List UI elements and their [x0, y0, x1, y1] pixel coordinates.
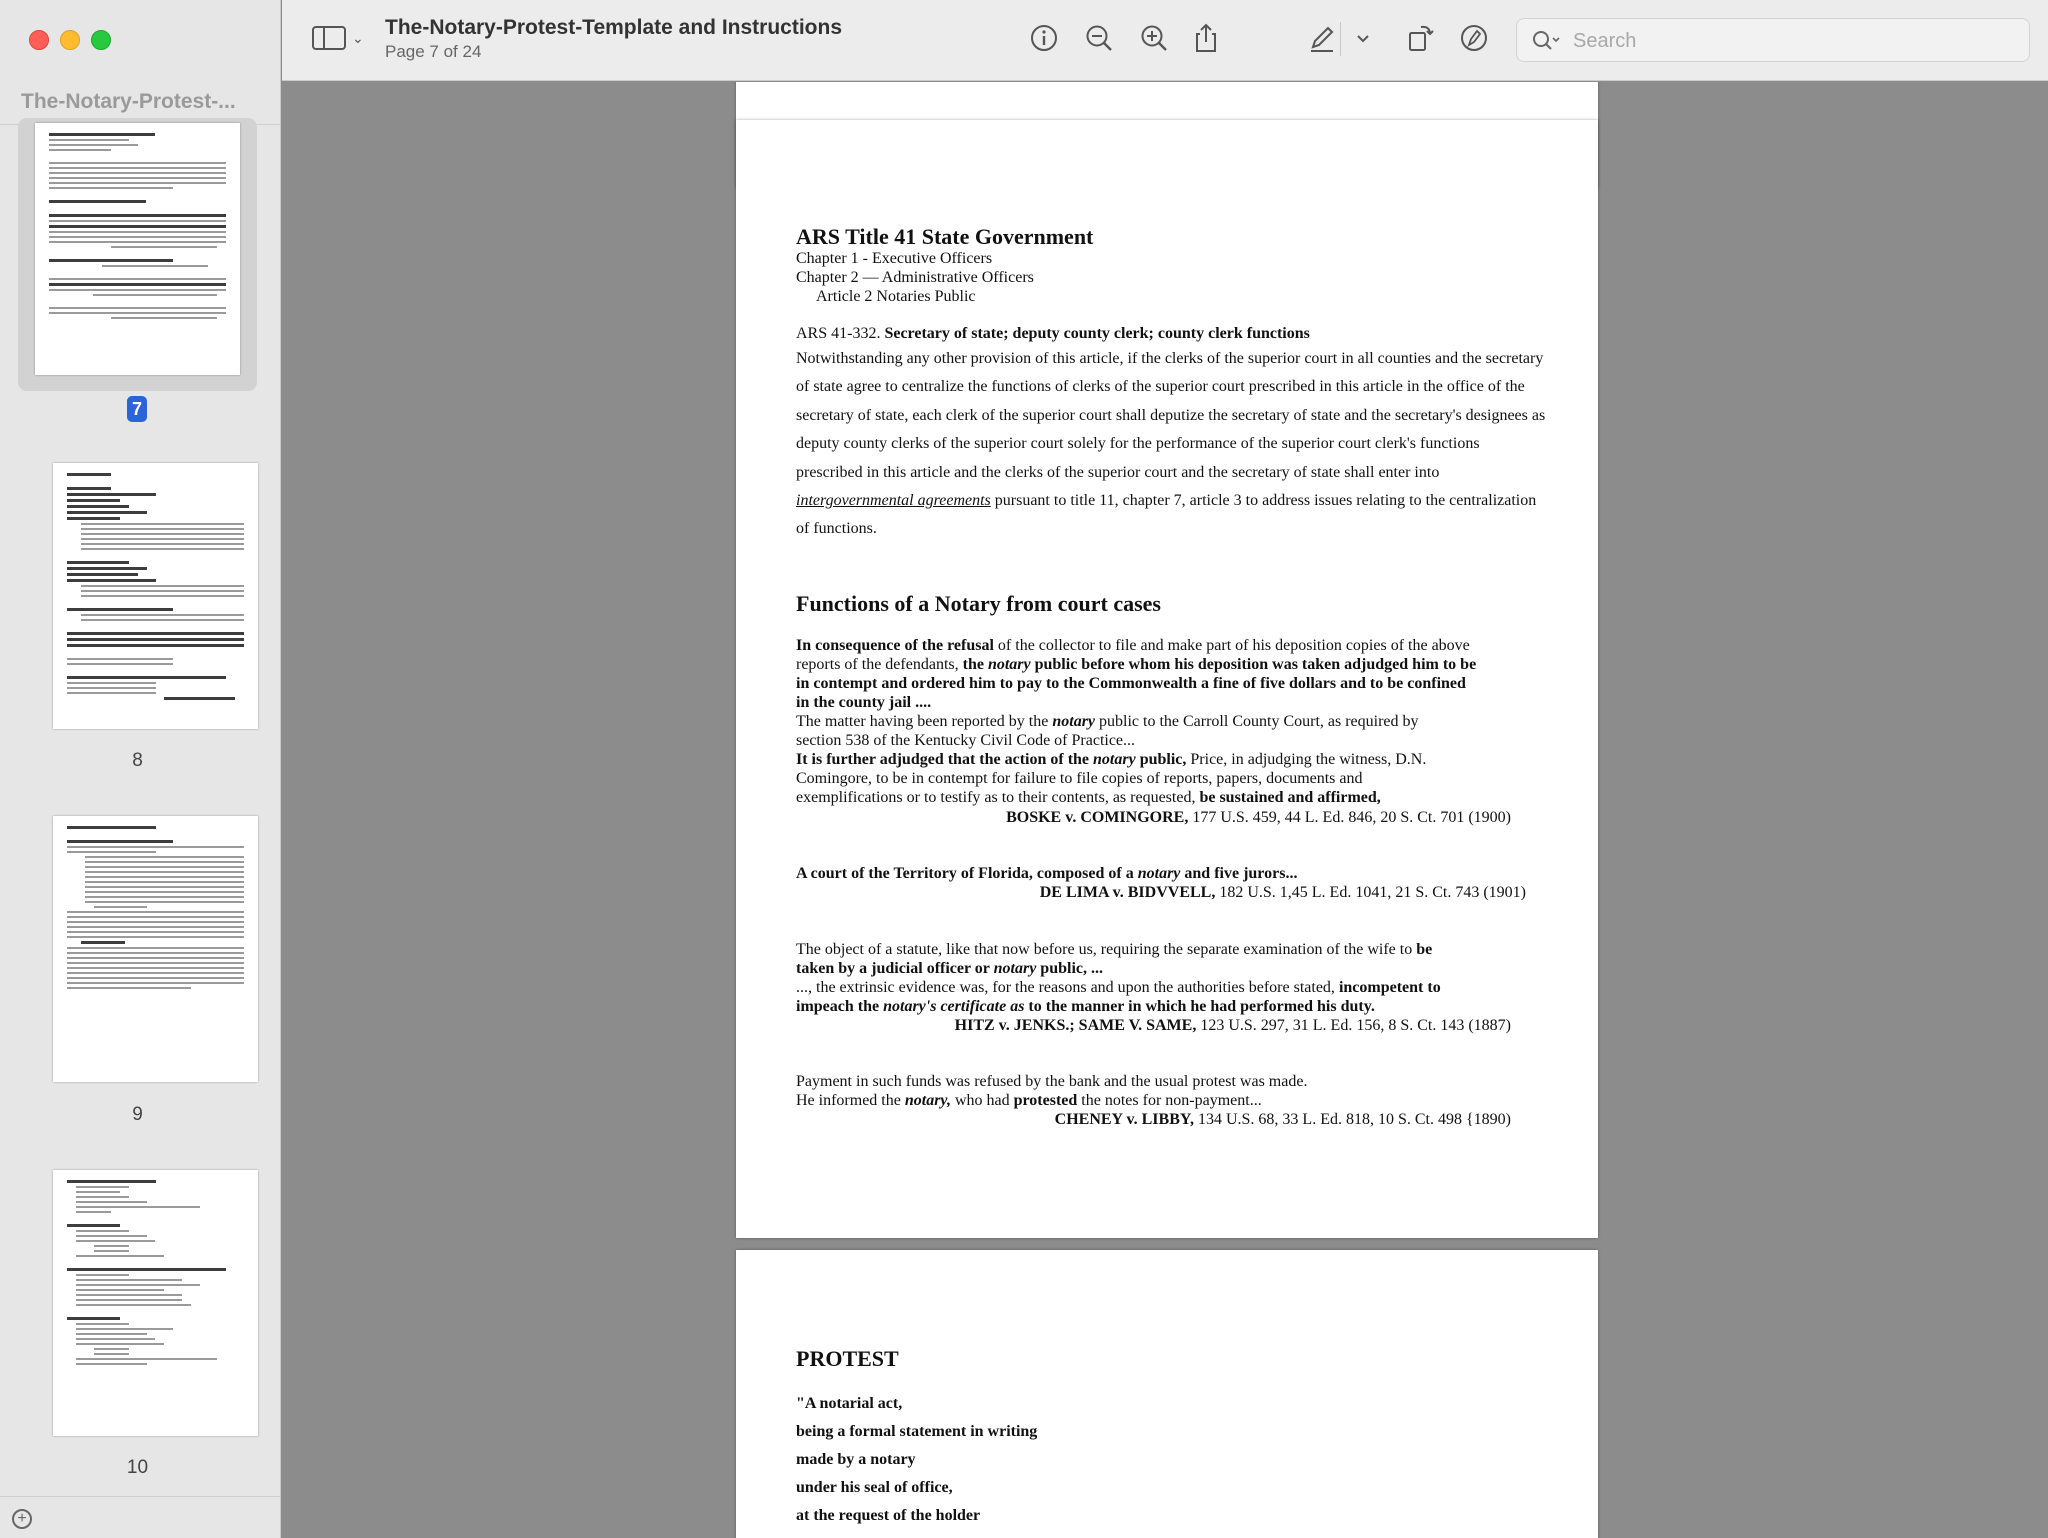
minimize-window-button[interactable] — [60, 30, 80, 50]
protest-line: at the request of the holder — [796, 1507, 981, 1524]
annotate-icon[interactable] — [1458, 22, 1490, 54]
case-citation: CHENEY v. LIBBY, 134 U.S. 68, 33 L. Ed. 818, 10 S. Ct. 498 {1890) — [1054, 1111, 1511, 1128]
pdf-page-8 — [736, 1250, 1598, 1538]
thumbnail-image — [53, 816, 258, 1082]
case-text: exemplifications or to testify as to their contents, as requested, be sustained and affirmed, — [796, 789, 1381, 806]
thumbnail-page-8[interactable] — [18, 463, 257, 729]
chevron-down-icon[interactable]: ⌄ — [352, 30, 364, 46]
chevron-down-icon[interactable] — [1352, 22, 1374, 54]
pdf-page-7 — [736, 120, 1598, 1238]
case-text: A court of the Territory of Florida, composed of a notary and five jurors... — [796, 865, 1298, 882]
page-heading: ARS Title 41 State Government — [796, 224, 1094, 249]
info-icon[interactable] — [1028, 22, 1060, 54]
document-viewer[interactable] — [282, 82, 2048, 1538]
section-heading: Functions of a Notary from court cases — [796, 591, 1161, 616]
chapter-line: Chapter 1 - Executive Officers — [796, 250, 993, 267]
thumbnail-page-10[interactable] — [18, 1170, 257, 1436]
case-text: ..., the extrinsic evidence was, for the reasons and upon the authorities before stated, incompetent to — [796, 979, 1441, 996]
protest-line: made by a notary — [796, 1451, 916, 1468]
protest-line: being a formal statement in writing — [796, 1423, 1038, 1440]
search-input[interactable] — [1573, 27, 2013, 55]
thumbnail-image — [35, 123, 240, 375]
case-text: Comingore, to be in contempt for failure to file copies of reports, papers, documents and — [796, 770, 1363, 787]
case-text: reports of the defendants, the notary public before whom his deposition was taken adjudged him to be — [796, 656, 1477, 673]
search-field[interactable] — [1516, 18, 2030, 62]
case-text: The matter having been reported by the notary public to the Carroll County Court, as required by — [796, 713, 1419, 730]
thumbnail-page-number: 9 — [132, 1104, 143, 1125]
zoom-out-icon[interactable] — [1083, 22, 1115, 54]
case-citation: BOSKE v. COMINGORE, 177 U.S. 459, 44 L. Ed. 846, 20 S. Ct. 701 (1900) — [1006, 809, 1511, 826]
thumbnail-page-number: 10 — [126, 1457, 149, 1478]
thumbnail-page-number-selected: 7 — [127, 396, 147, 422]
statute-heading: ARS 41-332. Secretary of state; deputy county clerk; county clerk functions — [796, 325, 1310, 342]
sidebar-divider — [0, 1496, 281, 1497]
share-icon[interactable] — [1190, 22, 1222, 54]
sidebar — [0, 0, 281, 1538]
article-line: Article 2 Notaries Public — [816, 288, 976, 305]
case-citation: HITZ v. JENKS.; SAME V. SAME, 123 U.S. 297, 31 L. Ed. 156, 8 S. Ct. 143 (1887) — [954, 1017, 1511, 1034]
maximize-window-button[interactable] — [91, 30, 111, 50]
protest-line: "A notarial act, — [796, 1395, 903, 1412]
case-text: section 538 of the Kentucky Civil Code of Practice... — [796, 732, 1136, 749]
zoom-in-icon[interactable] — [1138, 22, 1170, 54]
protest-line: under his seal of office, — [796, 1479, 953, 1496]
case-text: In consequence of the refusal of the collector to file and make part of his deposition copies of the above — [796, 637, 1470, 654]
chapter-line: Chapter 2 — Administrative Officers — [796, 269, 1034, 286]
close-window-button[interactable] — [29, 30, 49, 50]
thumbnail-image — [53, 1170, 258, 1436]
toolbar — [282, 0, 2048, 81]
case-text: He informed the notary, who had protested the notes for non-payment... — [796, 1092, 1262, 1109]
thumbnail-image — [53, 463, 258, 729]
toolbar-separator — [1340, 22, 1341, 56]
case-text: It is further adjudged that the action of the notary public, Price, in adjudging the witness, D.N. — [796, 751, 1427, 768]
page-indicator: Page 7 of 24 — [385, 42, 482, 61]
sidebar-toggle-icon[interactable] — [312, 26, 346, 50]
case-text: impeach the notary's certificate as to the manner in which he had performed his duty. — [796, 998, 1375, 1015]
thumbnail-page-number: 8 — [132, 750, 143, 771]
markup-pen-icon[interactable] — [1306, 22, 1338, 54]
thumbnail-page-9[interactable] — [18, 816, 257, 1082]
add-page-button[interactable]: + — [12, 1509, 32, 1529]
statute-body: Notwithstanding any other provision of this article, if the clerks of the superior court in all counties and the secretary of state agree to centralize the functions of clerks of the superior court prescribed in this article in the office of the secretary of state, each clerk of the superior court shall deputize the secretary of state and the secretary's designees as deputy county clerks of the superior court solely for the performance of the superior court clerk's functions prescribed in this article and the clerks of the superior court and the secretary of state shall enter into intergovernmental agreements pursuant to title 11, chapter 7, article 3 to address issues relating to the centralization of functions. — [796, 350, 1546, 538]
intergovernmental-agreements-link[interactable]: intergovernmental agreements — [796, 492, 991, 510]
document-title: The-Notary-Protest-Template and Instructions — [385, 16, 842, 39]
case-text: The object of a statute, like that now before us, requiring the separate examination of the wife to be — [796, 941, 1433, 958]
search-icon — [1531, 29, 1561, 53]
case-text: in contempt and ordered him to pay to the Commonwealth a fine of five dollars and to be confined — [796, 675, 1466, 692]
case-citation: DE LIMA v. BIDVVELL, 182 U.S. 1,45 L. Ed. 1041, 21 S. Ct. 743 (1901) — [1039, 884, 1526, 901]
case-text: Payment in such funds was refused by the bank and the usual protest was made. — [796, 1073, 1308, 1090]
case-text: in the county jail .... — [796, 694, 932, 711]
sidebar-document-title: The-Notary-Protest-... — [21, 90, 236, 113]
page-heading: PROTEST — [796, 1346, 899, 1371]
thumbnail-page-7[interactable] — [18, 118, 257, 391]
rotate-icon[interactable] — [1404, 22, 1436, 54]
case-text: taken by a judicial officer or notary public, ... — [796, 960, 1103, 977]
